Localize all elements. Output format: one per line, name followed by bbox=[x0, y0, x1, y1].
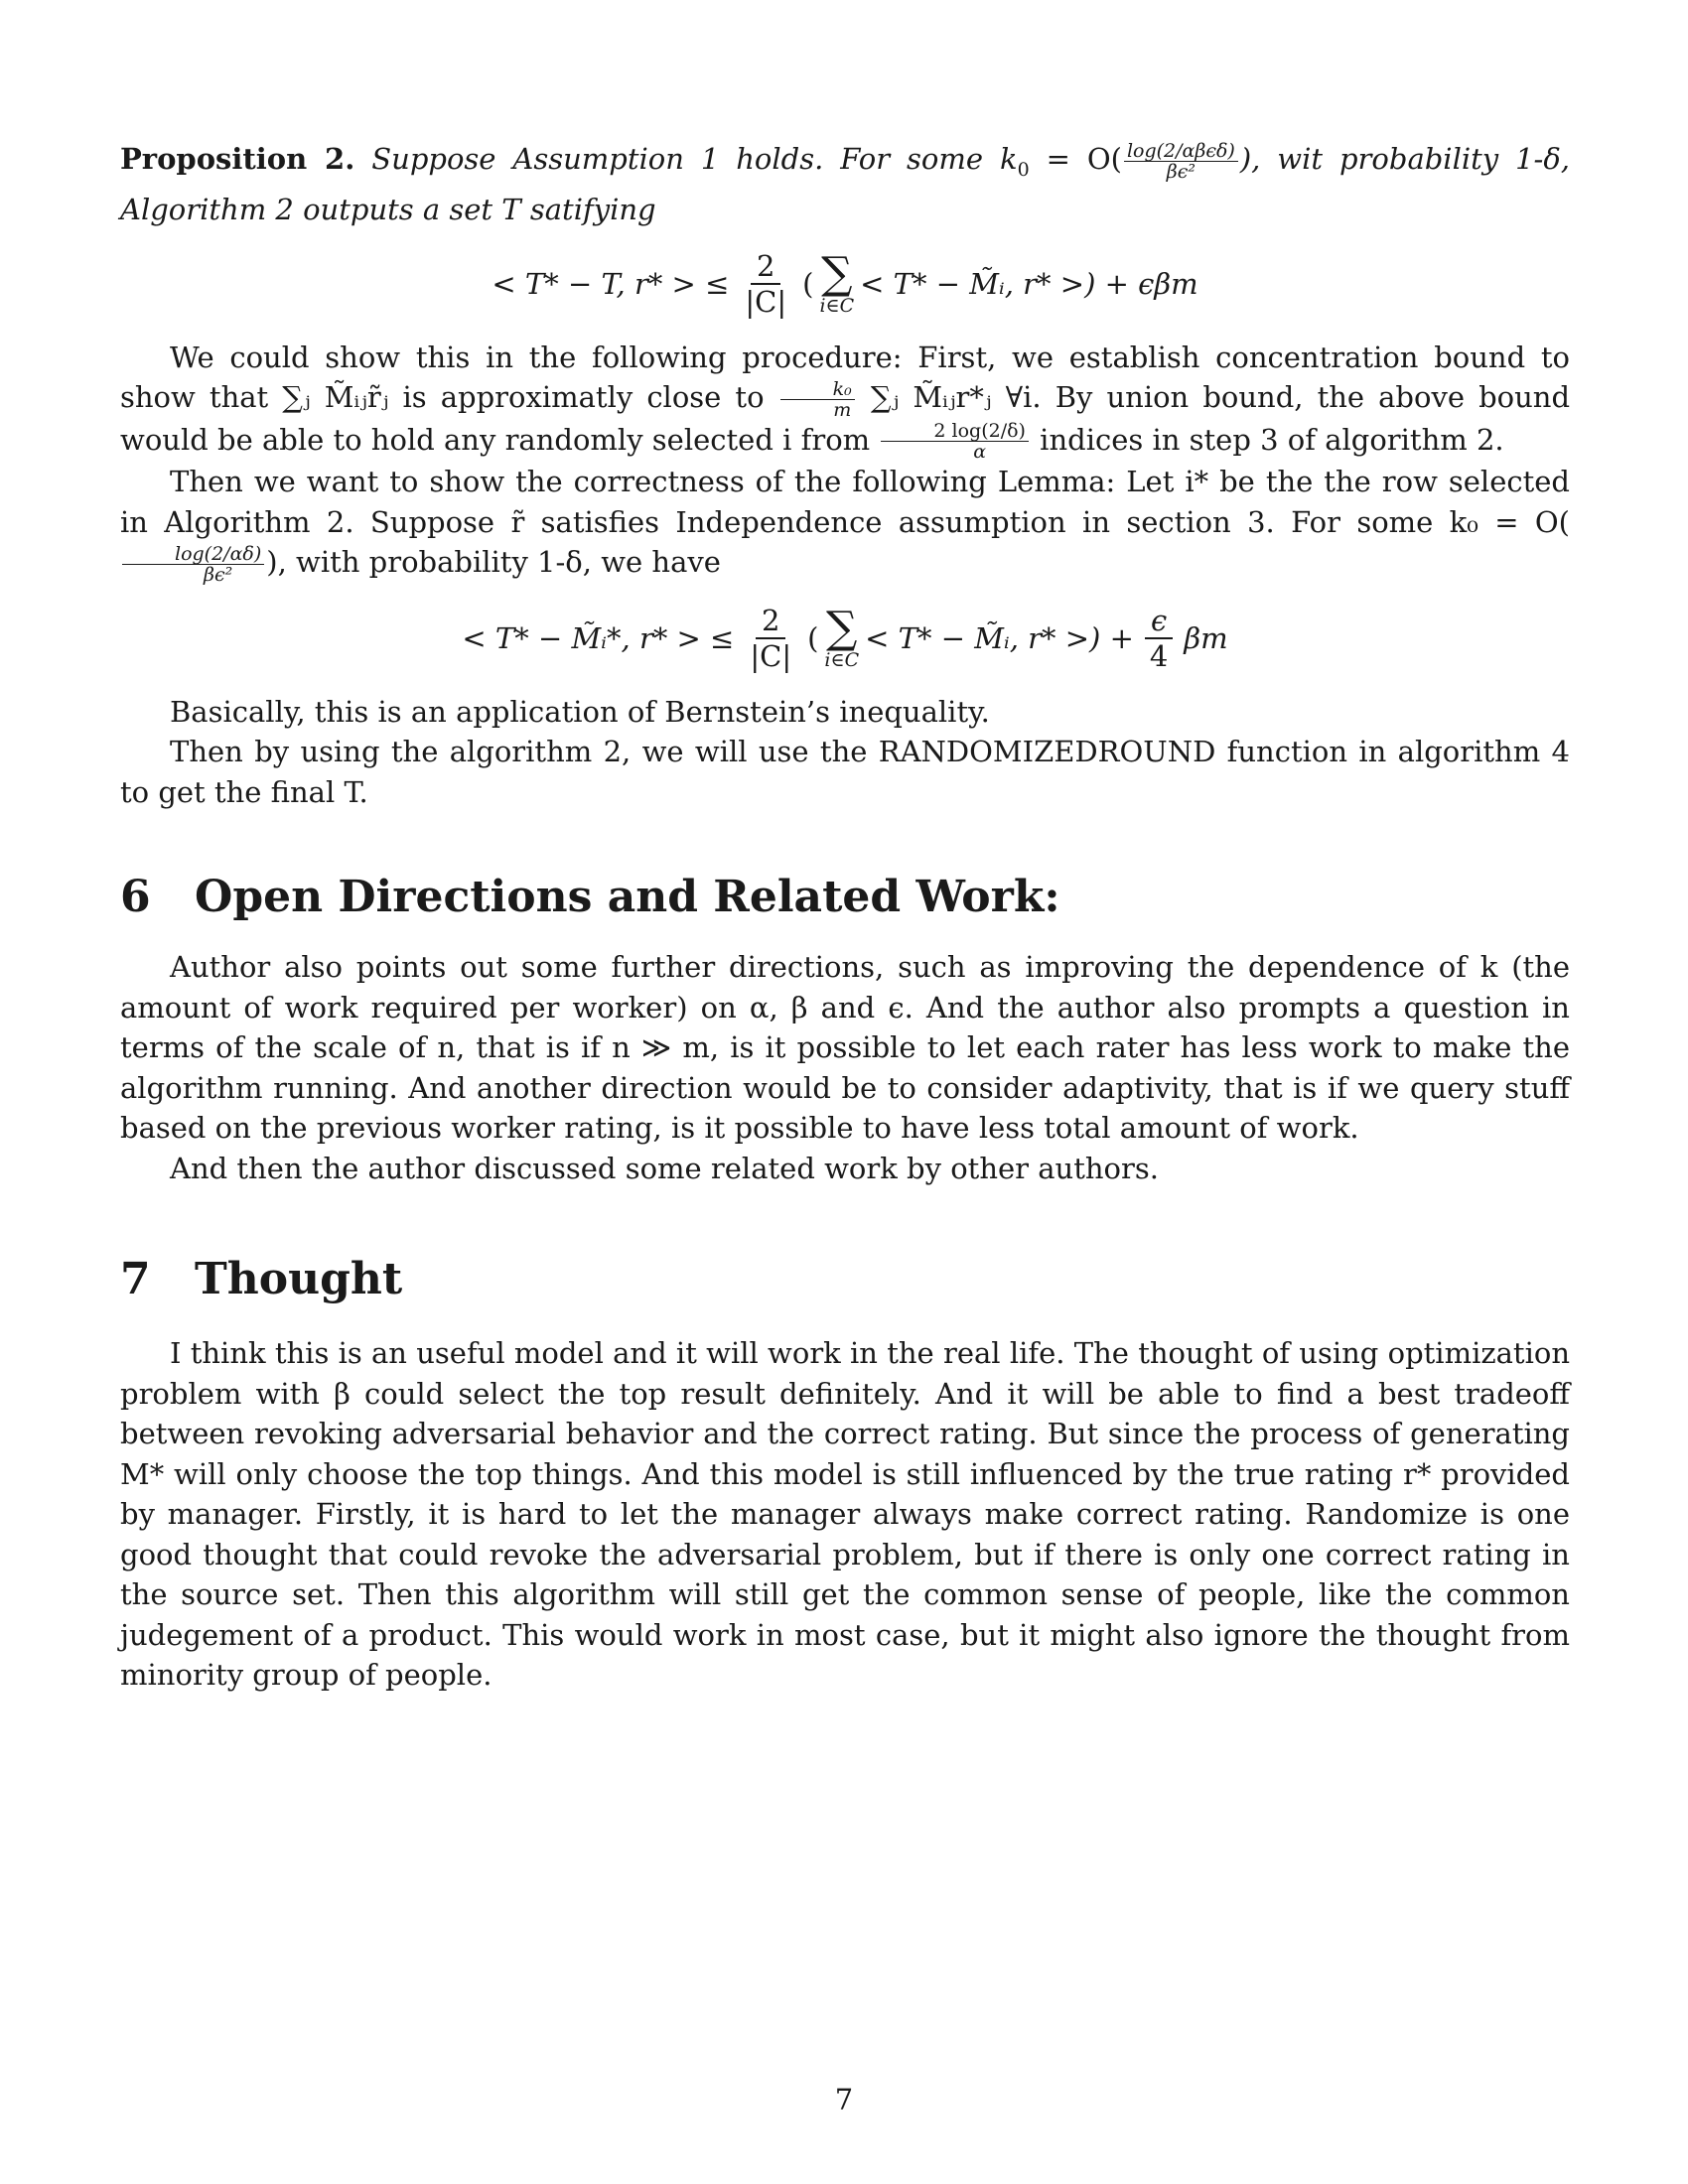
section-7-paragraph-1: I think this is an useful model and it will work in the real life. The thought of using optimization problem with β could select the top result definitely. And it will be able to find a best tradeoff between revoking adversarial behavior and the correct rating. But since the process of generating M* will only choose the top things. And this model is still influenced by the true rating r* provided by manager. Firstly, it is hard to let the manager always make correct rating. Randomize is one good thought that could revoke the adversarial problem, but if there is only one correct rating in the source set. Then this algorithm will still get the common sense of people, like the common judegement of a product. This would work in most case, but it might also ignore the thought from minority group of people. bbox=[120, 1336, 1570, 1693]
proposition-text-b: = O( bbox=[1046, 142, 1122, 176]
section-7-title: Thought bbox=[195, 1254, 403, 1305]
paragraph-randomizedround: Then by using the algorithm 2, we will use the RANDOMIZEDROUND function in algorithm 4 to get the final T. bbox=[120, 735, 1570, 809]
proposition-fraction: $\frac{\text{log(2/αβϵδ)}}{\text{βϵ²}}$ bbox=[1124, 141, 1238, 182]
section-7-number: 7 bbox=[120, 1254, 151, 1305]
para1-text-b: ∑ⱼ M̃ᵢⱼr*ⱼ ∀i. By union bound, the above bound would be able to hold any randomly selected i from bbox=[120, 380, 1571, 457]
paragraph-lemma bbox=[120, 462, 1570, 585]
eq1-fraction: $\frac{2}{|C|}$ bbox=[745, 248, 787, 319]
eq2-sum: ∑ i∈C bbox=[824, 602, 860, 671]
proposition: Proposition 2. Suppose Assumption 1 holds. For some $k_0 = O$( $\frac{\text{log(2/αβϵδ)}}{\text{βϵ²}}$ ), wit probability 1-δ, Algorithm 2 outputs a set T satifying bbox=[120, 139, 1571, 227]
paragraph-bernstein: Basically, this is an application of Bernstein’s inequality. bbox=[170, 694, 990, 729]
eq2-fraction: $\frac{2}{|C|}$ bbox=[750, 603, 792, 673]
section-6-paragraph-1: Author also points out some further directions, such as improving the dependence of k (the amount of work required per worker) on α, β and ϵ. And the author also prompts a question in terms of the scale of n, that is if n ≫ m, is it possible to let each rater has less work to make the algorithm running. And another direction would be to consider adaptivity, that is if we query stuff based on the previous worker rating, is it possible to have less total amount of work. bbox=[120, 950, 1570, 1146]
eq1-lhs: < T* − T, r* > ≤ bbox=[492, 266, 730, 301]
section-6-title: Open Directions and Related Work: bbox=[195, 872, 1060, 923]
eq2-fraction-2: $\frac{\epsilon}{4}$ bbox=[1144, 604, 1174, 673]
para1-text-c: indices in step 3 of algorithm 2. bbox=[1040, 422, 1504, 457]
proposition-label: Proposition 2. bbox=[120, 142, 355, 176]
section-6-number: 6 bbox=[120, 872, 151, 923]
section-6-heading bbox=[120, 870, 1570, 925]
para1-fraction-2: $\frac{2 \log(2/\delta)}{\alpha}$ bbox=[881, 421, 1029, 462]
eq1-sum: ∑ i∈C bbox=[819, 247, 855, 317]
para2-text-b: ), with probability 1-δ, we have bbox=[266, 545, 721, 580]
equation-1 bbox=[120, 230, 1570, 338]
paragraph-procedure bbox=[120, 338, 1570, 463]
eq2-mid: < T* − M̃ᵢ, r* >) + bbox=[865, 620, 1134, 655]
eq1-open: ( bbox=[802, 266, 814, 301]
section-7-heading bbox=[120, 1252, 1570, 1307]
proposition-text-a: Suppose Assumption 1 holds. For some k bbox=[371, 142, 1018, 176]
proposition-text-c: ), wit probability 1-δ, Algorithm 2 outputs a set T satifying bbox=[120, 142, 1571, 227]
section-6-paragraph-2: And then the author discussed some related work by other authors. bbox=[170, 1151, 1159, 1185]
para2-fraction: $\frac{\log(2/\alpha\delta)}{\text{βϵ²}}$ bbox=[122, 544, 264, 585]
eq2-rhs: βm bbox=[1184, 620, 1228, 655]
eq2-lhs: < T* − M̃ᵢ*, r* > ≤ bbox=[462, 620, 735, 655]
para1-text-a: We could show this in the following procedure: First, we establish concentration bound to show that ∑ⱼ M̃ᵢⱼr̃ⱼ is approximatly close to bbox=[120, 340, 1570, 415]
page-body bbox=[120, 139, 1570, 1696]
eq2-open: ( bbox=[807, 620, 819, 655]
para1-fraction: $\frac{\text{k₀}}{m}$ bbox=[780, 379, 855, 420]
page-number: 7 bbox=[834, 2083, 854, 2116]
para2-text-a: Then we want to show the correctness of the following Lemma: Let i* be the the row selected in Algorithm 2. Suppose r̃ satisfies Independence assumption in section 3. For some k₀ = O( bbox=[120, 465, 1570, 539]
eq1-rhs: < T* − M̃ᵢ, r* >) + ϵβm bbox=[860, 266, 1198, 301]
equation-2 bbox=[120, 585, 1570, 692]
